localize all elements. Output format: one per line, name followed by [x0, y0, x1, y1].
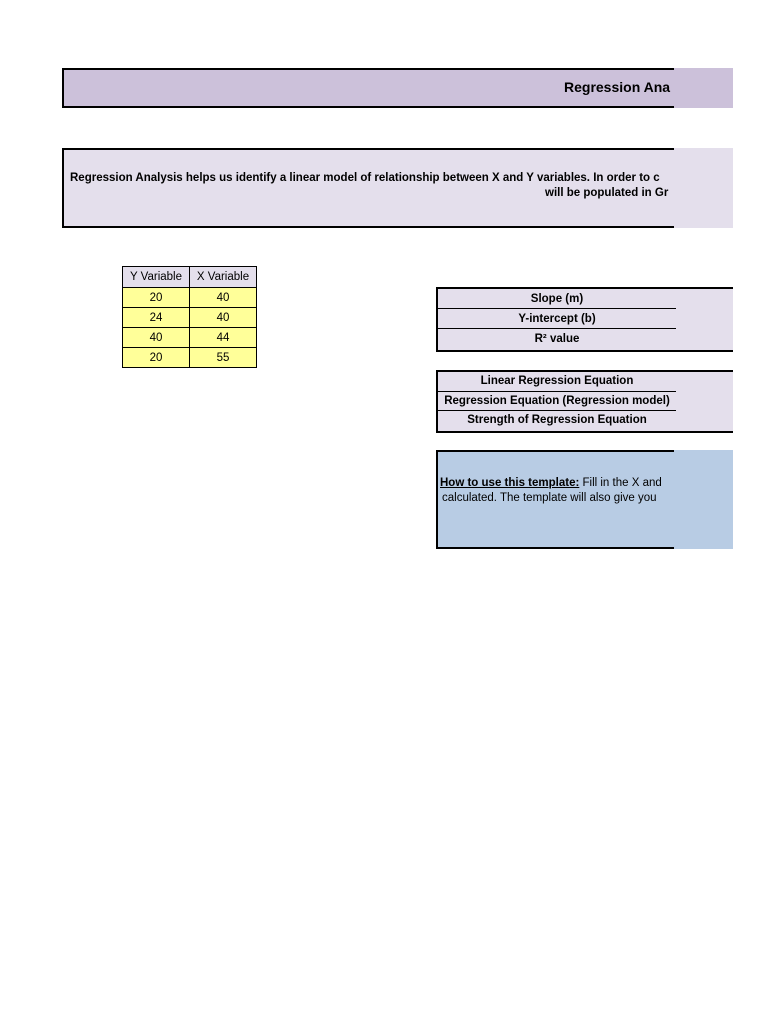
title-bar-overflow: [674, 68, 733, 108]
intro-text-line-2: will be populated in Gr: [545, 187, 669, 199]
table-row: [123, 308, 257, 328]
how-to-use-overflow: [674, 450, 733, 549]
r-squared-label: R² value: [534, 333, 580, 345]
x-variable-header: X Variable: [190, 267, 257, 288]
x-value-cell[interactable]: 40: [190, 288, 257, 308]
data-table: [122, 266, 257, 368]
linear-regression-equation-label: Linear Regression Equation: [438, 372, 676, 392]
table-row: [123, 328, 257, 348]
intro-box-overflow: [674, 148, 733, 228]
how-to-use-line-1: [440, 477, 662, 489]
y-intercept-label: Y-intercept (b): [438, 309, 676, 329]
how-to-use-heading: How to use this template:: [440, 477, 580, 489]
table-row: [123, 348, 257, 368]
x-value-cell[interactable]: 40: [190, 308, 257, 328]
intro-text-line-1: Regression Analysis helps us identify a linear model of relationship between X and Y variables. In order to c: [70, 172, 660, 184]
x-value-cell[interactable]: 44: [190, 328, 257, 348]
y-value-cell[interactable]: 24: [123, 308, 190, 328]
x-value-cell[interactable]: 55: [190, 348, 257, 368]
page-edge-cutoff: [674, 0, 733, 1024]
y-value-cell[interactable]: 20: [123, 348, 190, 368]
y-value-cell[interactable]: 20: [123, 288, 190, 308]
table-row: [123, 288, 257, 308]
how-to-use-text-1: Fill in the X and: [579, 477, 662, 489]
table-header-row: [123, 267, 257, 288]
how-to-use-line-2: calculated. The template will also give you: [442, 492, 657, 504]
regression-model-label: Regression Equation (Regression model): [438, 392, 676, 412]
y-variable-header: Y Variable: [123, 267, 190, 288]
y-value-cell[interactable]: 40: [123, 328, 190, 348]
slope-label: Slope (m): [438, 289, 676, 309]
page-title: Regression Ana: [564, 79, 671, 95]
regression-strength-label: Strength of Regression Equation: [467, 414, 647, 426]
